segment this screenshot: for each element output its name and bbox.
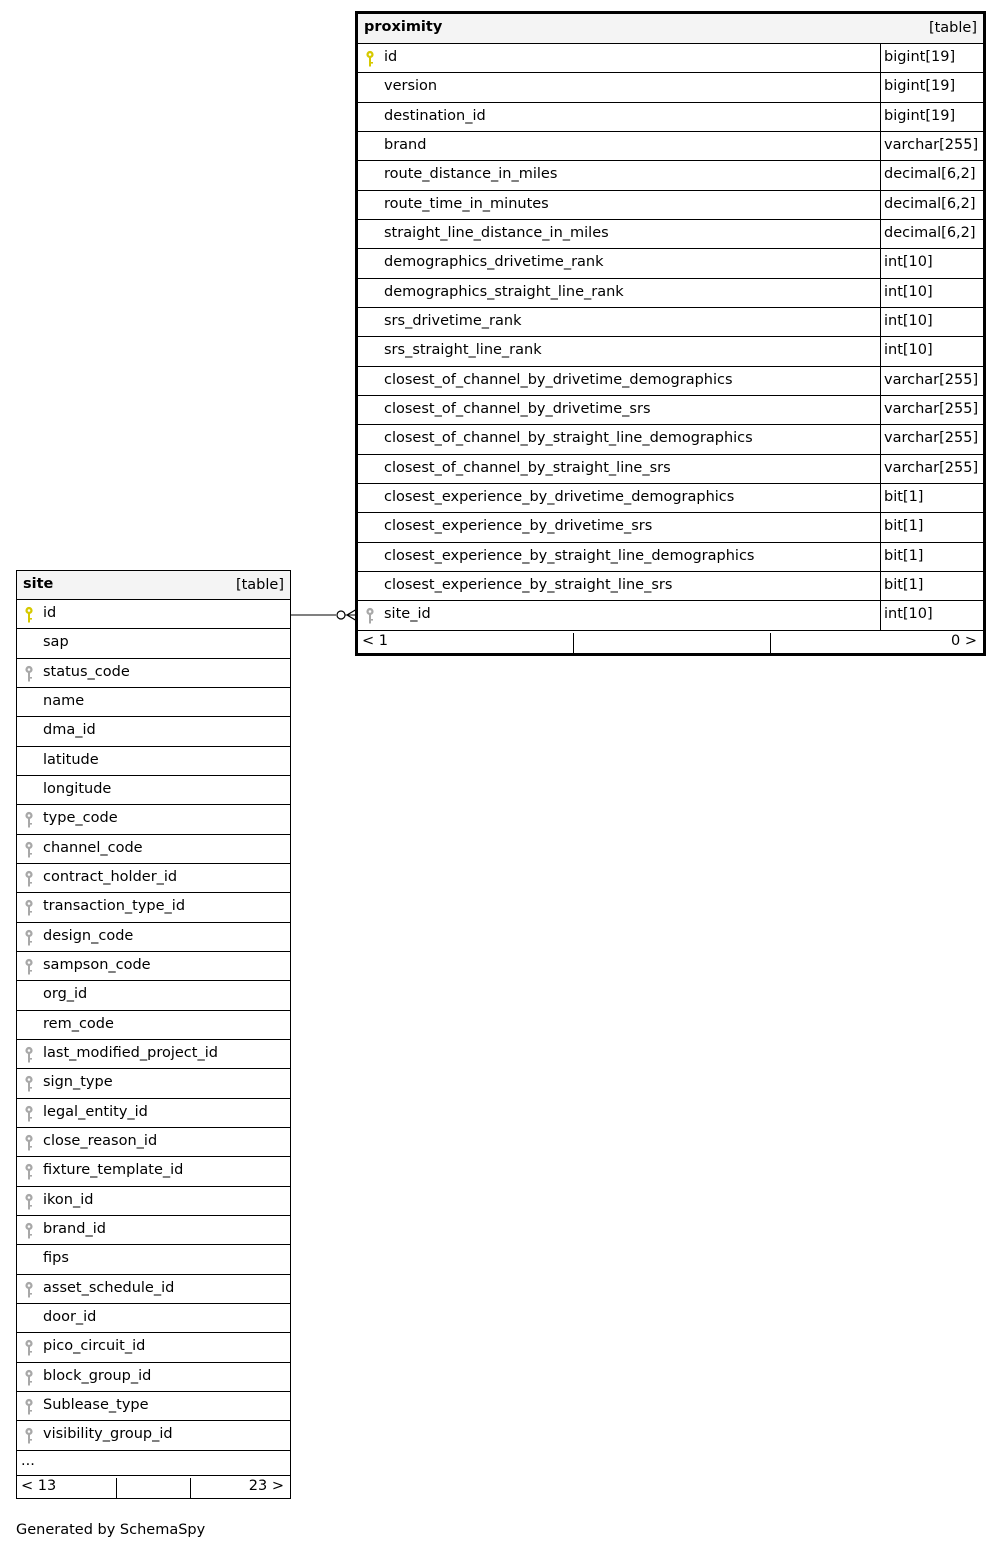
foreign-key-icon [24, 1163, 34, 1181]
column-type: bigint[19] [880, 103, 983, 131]
column-type: decimal[6,2] [880, 220, 983, 248]
table-row[interactable] [358, 308, 983, 337]
foreign-key-icon [24, 1075, 34, 1093]
column-name: design_code [43, 927, 134, 944]
table-row[interactable] [358, 367, 983, 396]
table-row[interactable] [358, 337, 983, 366]
table-row[interactable] [17, 717, 290, 746]
column-name: door_id [43, 1308, 97, 1325]
column-name: closest_experience_by_straight_line_demographics [384, 547, 755, 564]
child-count: 0 > [951, 632, 977, 649]
column-name: name [43, 692, 85, 709]
column-name: closest_experience_by_straight_line_srs [384, 576, 673, 593]
foreign-key-icon [24, 1193, 34, 1211]
column-name: demographics_straight_line_rank [384, 283, 624, 300]
column-name: rem_code [43, 1015, 114, 1032]
table-row[interactable] [17, 1157, 290, 1186]
column-type: bigint[19] [880, 44, 983, 72]
table-row[interactable] [17, 893, 290, 922]
edge-zero-marker [337, 611, 345, 619]
table-name: proximity [364, 19, 443, 35]
column-name: route_distance_in_miles [384, 166, 558, 183]
table-kind: [table] [235, 577, 284, 593]
column-type: bigint[19] [880, 73, 983, 101]
table-row[interactable] [17, 1216, 290, 1245]
column-name: org_id [43, 986, 88, 1003]
table-row[interactable] [17, 1187, 290, 1216]
table-row[interactable] [358, 191, 983, 220]
table-row[interactable] [17, 1333, 290, 1362]
column-name: brand_id [43, 1220, 106, 1237]
foreign-key-icon [24, 665, 34, 683]
primary-key-icon [365, 50, 375, 68]
foreign-key-icon [24, 870, 34, 888]
column-list [17, 600, 290, 1451]
foreign-key-icon [24, 1105, 34, 1123]
table-row[interactable] [17, 659, 290, 688]
table-name: site [23, 576, 54, 592]
column-name: block_group_id [43, 1367, 152, 1384]
column-name: brand [384, 136, 427, 153]
foreign-key-icon [24, 899, 34, 917]
table-row[interactable] [358, 73, 983, 102]
table-row[interactable] [358, 543, 983, 572]
column-name: close_reason_id [43, 1132, 158, 1149]
table-row[interactable] [17, 1421, 290, 1450]
column-name: fixture_template_id [43, 1162, 184, 1179]
table-row[interactable] [358, 425, 983, 454]
column-type: varchar[255] [880, 367, 983, 395]
column-name: srs_drivetime_rank [384, 312, 522, 329]
table-row[interactable] [17, 981, 290, 1010]
table-row[interactable] [17, 1304, 290, 1333]
table-header [17, 571, 290, 600]
column-type: int[10] [880, 337, 983, 365]
table-row[interactable] [17, 1275, 290, 1304]
column-name: pico_circuit_id [43, 1338, 146, 1355]
foreign-key-icon [24, 1398, 34, 1416]
footer-divider [116, 1478, 117, 1498]
foreign-key-icon [24, 958, 34, 976]
column-type: bit[1] [880, 572, 983, 600]
foreign-key-icon [24, 929, 34, 947]
table-row[interactable] [17, 864, 290, 893]
table-footer [17, 1476, 290, 1500]
column-type: int[10] [880, 249, 983, 277]
table-row[interactable] [17, 835, 290, 864]
foreign-key-icon [24, 1339, 34, 1357]
column-name: ikon_id [43, 1191, 94, 1208]
column-name: straight_line_distance_in_miles [384, 224, 609, 241]
table-row[interactable] [358, 279, 983, 308]
table-row[interactable] [358, 572, 983, 601]
foreign-key-icon [24, 1369, 34, 1387]
table-row[interactable] [358, 249, 983, 278]
column-type: bit[1] [880, 513, 983, 541]
column-name: Sublease_type [43, 1396, 149, 1413]
column-name: asset_schedule_id [43, 1279, 175, 1296]
parent-count: < 13 [21, 1477, 57, 1494]
table-row[interactable] [358, 601, 983, 630]
foreign-key-icon [24, 841, 34, 859]
column-name: closest_of_channel_by_straight_line_demographics [384, 430, 753, 447]
column-name: id [384, 49, 398, 65]
table-row[interactable] [17, 1040, 290, 1069]
table-row[interactable] [17, 1069, 290, 1098]
table-row[interactable] [17, 776, 290, 805]
column-type: bit[1] [880, 484, 983, 512]
column-type: decimal[6,2] [880, 191, 983, 219]
column-name: site_id [384, 606, 431, 623]
column-type: decimal[6,2] [880, 161, 983, 189]
column-name: channel_code [43, 839, 143, 856]
table-row[interactable] [358, 44, 983, 73]
column-name: closest_of_channel_by_straight_line_srs [384, 459, 671, 476]
child-count: 23 > [248, 1477, 284, 1494]
column-name: type_code [43, 810, 118, 827]
column-type: varchar[255] [880, 455, 983, 483]
column-name: id [43, 605, 57, 621]
footer-divider [770, 633, 771, 653]
column-name: transaction_type_id [43, 898, 186, 915]
column-name: closest_experience_by_drivetime_srs [384, 518, 653, 535]
table-row[interactable] [17, 1363, 290, 1392]
table-row[interactable] [358, 513, 983, 542]
table-row[interactable] [358, 396, 983, 425]
column-type: varchar[255] [880, 425, 983, 453]
table-site[interactable] [16, 570, 291, 1499]
foreign-key-icon [24, 1046, 34, 1064]
column-name: demographics_drivetime_rank [384, 254, 604, 271]
column-type: varchar[255] [880, 396, 983, 424]
table-row[interactable] [17, 688, 290, 717]
table-row[interactable] [17, 600, 290, 629]
column-type: int[10] [880, 601, 983, 629]
column-name: version [384, 78, 438, 95]
table-row[interactable] [17, 952, 290, 981]
footer-divider [190, 1478, 191, 1498]
column-name: status_code [43, 663, 130, 680]
table-row[interactable] [358, 484, 983, 513]
column-name: last_modified_project_id [43, 1044, 218, 1061]
column-name: dma_id [43, 722, 96, 739]
column-name: visibility_group_id [43, 1426, 173, 1443]
column-name: longitude [43, 780, 112, 797]
column-name: srs_straight_line_rank [384, 342, 542, 359]
column-name: latitude [43, 751, 99, 768]
table-row[interactable] [17, 923, 290, 952]
footer-divider [573, 633, 574, 653]
primary-key-icon [24, 606, 34, 624]
column-name: destination_id [384, 107, 486, 124]
foreign-key-icon [24, 1427, 34, 1445]
more-columns-label: ... [21, 1452, 35, 1469]
column-name: closest_experience_by_drivetime_demographics [384, 488, 735, 505]
column-name: fips [43, 1250, 69, 1267]
more-columns [17, 1451, 290, 1476]
table-row[interactable] [17, 629, 290, 658]
table-row[interactable] [17, 1099, 290, 1128]
generator-credit: Generated by SchemaSpy [16, 1522, 206, 1538]
parent-count: < 1 [362, 632, 388, 649]
column-type: int[10] [880, 308, 983, 336]
column-name: contract_holder_id [43, 868, 178, 885]
foreign-key-icon [24, 1134, 34, 1152]
table-row[interactable] [17, 1011, 290, 1040]
table-kind: [table] [928, 20, 977, 36]
column-list [358, 44, 983, 631]
column-name: closest_of_channel_by_drivetime_demographics [384, 371, 733, 388]
column-name: route_time_in_minutes [384, 195, 549, 212]
column-type: int[10] [880, 279, 983, 307]
table-row[interactable] [17, 1392, 290, 1421]
table-row[interactable] [358, 103, 983, 132]
column-name: sap [43, 634, 69, 651]
table-row[interactable] [17, 805, 290, 834]
column-type: bit[1] [880, 543, 983, 571]
table-row[interactable] [17, 1245, 290, 1274]
column-name: closest_of_channel_by_drivetime_srs [384, 400, 651, 417]
table-row[interactable] [17, 1128, 290, 1157]
table-footer [358, 631, 983, 655]
table-row[interactable] [358, 220, 983, 249]
table-row[interactable] [358, 161, 983, 190]
foreign-key-icon [24, 811, 34, 829]
table-row[interactable] [358, 132, 983, 161]
foreign-key-icon [365, 607, 375, 625]
column-name: sign_type [43, 1074, 113, 1091]
column-type: varchar[255] [880, 132, 983, 160]
table-header [358, 14, 983, 44]
table-row[interactable] [358, 455, 983, 484]
table-row[interactable] [17, 747, 290, 776]
column-name: legal_entity_id [43, 1103, 148, 1120]
column-name: sampson_code [43, 956, 151, 973]
foreign-key-icon [24, 1222, 34, 1240]
table-proximity[interactable] [355, 11, 986, 656]
foreign-key-icon [24, 1281, 34, 1299]
